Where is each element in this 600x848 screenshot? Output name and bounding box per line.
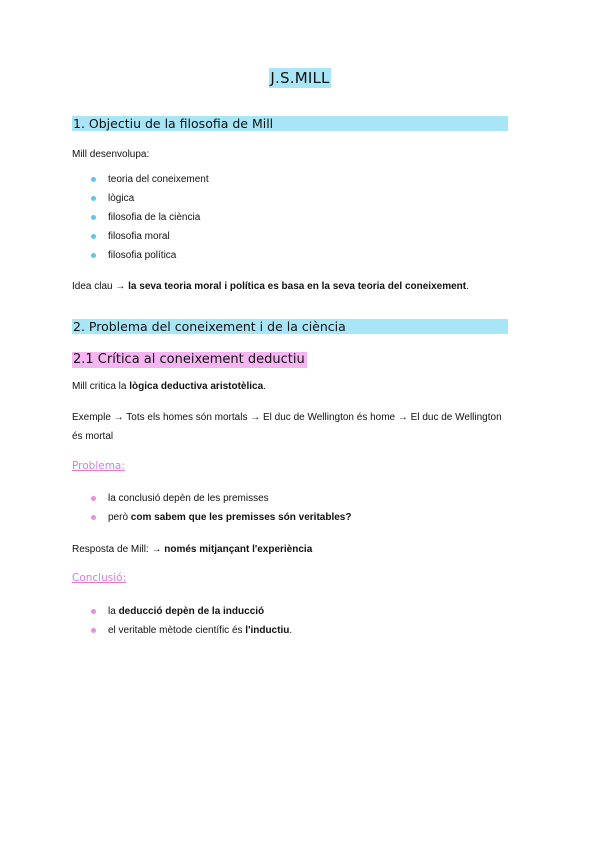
critique-suffix: . xyxy=(263,381,266,392)
subsection-heading-2-1: 2.1 Crítica al coneixement deductiu xyxy=(73,352,305,367)
document-title xyxy=(0,69,600,88)
section1-list xyxy=(72,170,209,265)
key-idea-prefix: Idea clau → xyxy=(72,281,126,292)
mill-answer xyxy=(72,540,532,559)
section-heading-1: 1. Objectiu de la filosofia de Mill xyxy=(72,116,508,131)
conclusion-list xyxy=(72,602,292,640)
list-item xyxy=(72,508,351,527)
list-item xyxy=(72,621,292,640)
list-item-bold: deducció depèn de la inducció xyxy=(118,606,265,617)
list-item-text: lògica xyxy=(108,193,135,204)
problem-label: Problema: xyxy=(72,460,125,472)
bullet-icon xyxy=(91,196,96,201)
critique-prefix: Mill critica la xyxy=(72,381,130,392)
conclusion-label: Conclusió: xyxy=(72,572,127,584)
bullet-icon xyxy=(91,496,96,501)
list-item-prefix: però xyxy=(108,512,131,523)
list-item-text: la conclusió depèn de les premisses xyxy=(108,493,269,504)
list-item xyxy=(72,208,209,227)
list-item-bold: l'inductiu xyxy=(245,625,290,636)
example-paragraph: Exemple → Tots els homes són mortals → El duc de Wellington és home → El duc de Wellington és mortal xyxy=(72,412,502,442)
problem-list xyxy=(72,489,351,527)
list-item-suffix: . xyxy=(289,625,293,636)
bullet-icon xyxy=(91,515,96,520)
list-item-prefix: el veritable mètode científic és xyxy=(108,625,246,636)
list-item-bold: com sabem que les premisses són veritables? xyxy=(130,512,352,523)
list-item-prefix: la xyxy=(108,606,119,617)
bullet-icon xyxy=(91,177,96,182)
bullet-icon xyxy=(91,609,96,614)
bullet-icon xyxy=(91,234,96,239)
list-item xyxy=(72,246,209,265)
critique-bold: lògica deductiva aristotèlica xyxy=(129,381,264,392)
key-idea-bold: la seva teoria moral i política es basa en la seva teoria del coneixement xyxy=(128,281,467,292)
list-item xyxy=(72,170,209,189)
list-item xyxy=(72,489,351,508)
critique-paragraph xyxy=(72,377,532,396)
list-item xyxy=(72,227,209,246)
bullet-icon xyxy=(91,628,96,633)
section1-intro: Mill desenvolupa: xyxy=(72,149,150,160)
answer-prefix: Resposta de Mill: → xyxy=(72,544,165,555)
list-item-text: filosofia moral xyxy=(108,231,170,242)
section-heading-2: 2. Problema del coneixement i de la ciència xyxy=(72,319,508,334)
list-item-text: filosofia de la ciència xyxy=(108,212,201,223)
list-item xyxy=(72,602,292,621)
bullet-icon xyxy=(91,253,96,258)
key-idea xyxy=(72,277,532,296)
title-text: J.S.MILL xyxy=(270,69,330,87)
key-idea-suffix: . xyxy=(466,281,469,292)
list-item-text: teoria del coneixement xyxy=(108,174,209,185)
list-item xyxy=(72,189,209,208)
list-item-text: filosofia política xyxy=(108,250,177,261)
answer-bold: només mitjançant l'experiència xyxy=(164,544,313,555)
bullet-icon xyxy=(91,215,96,220)
